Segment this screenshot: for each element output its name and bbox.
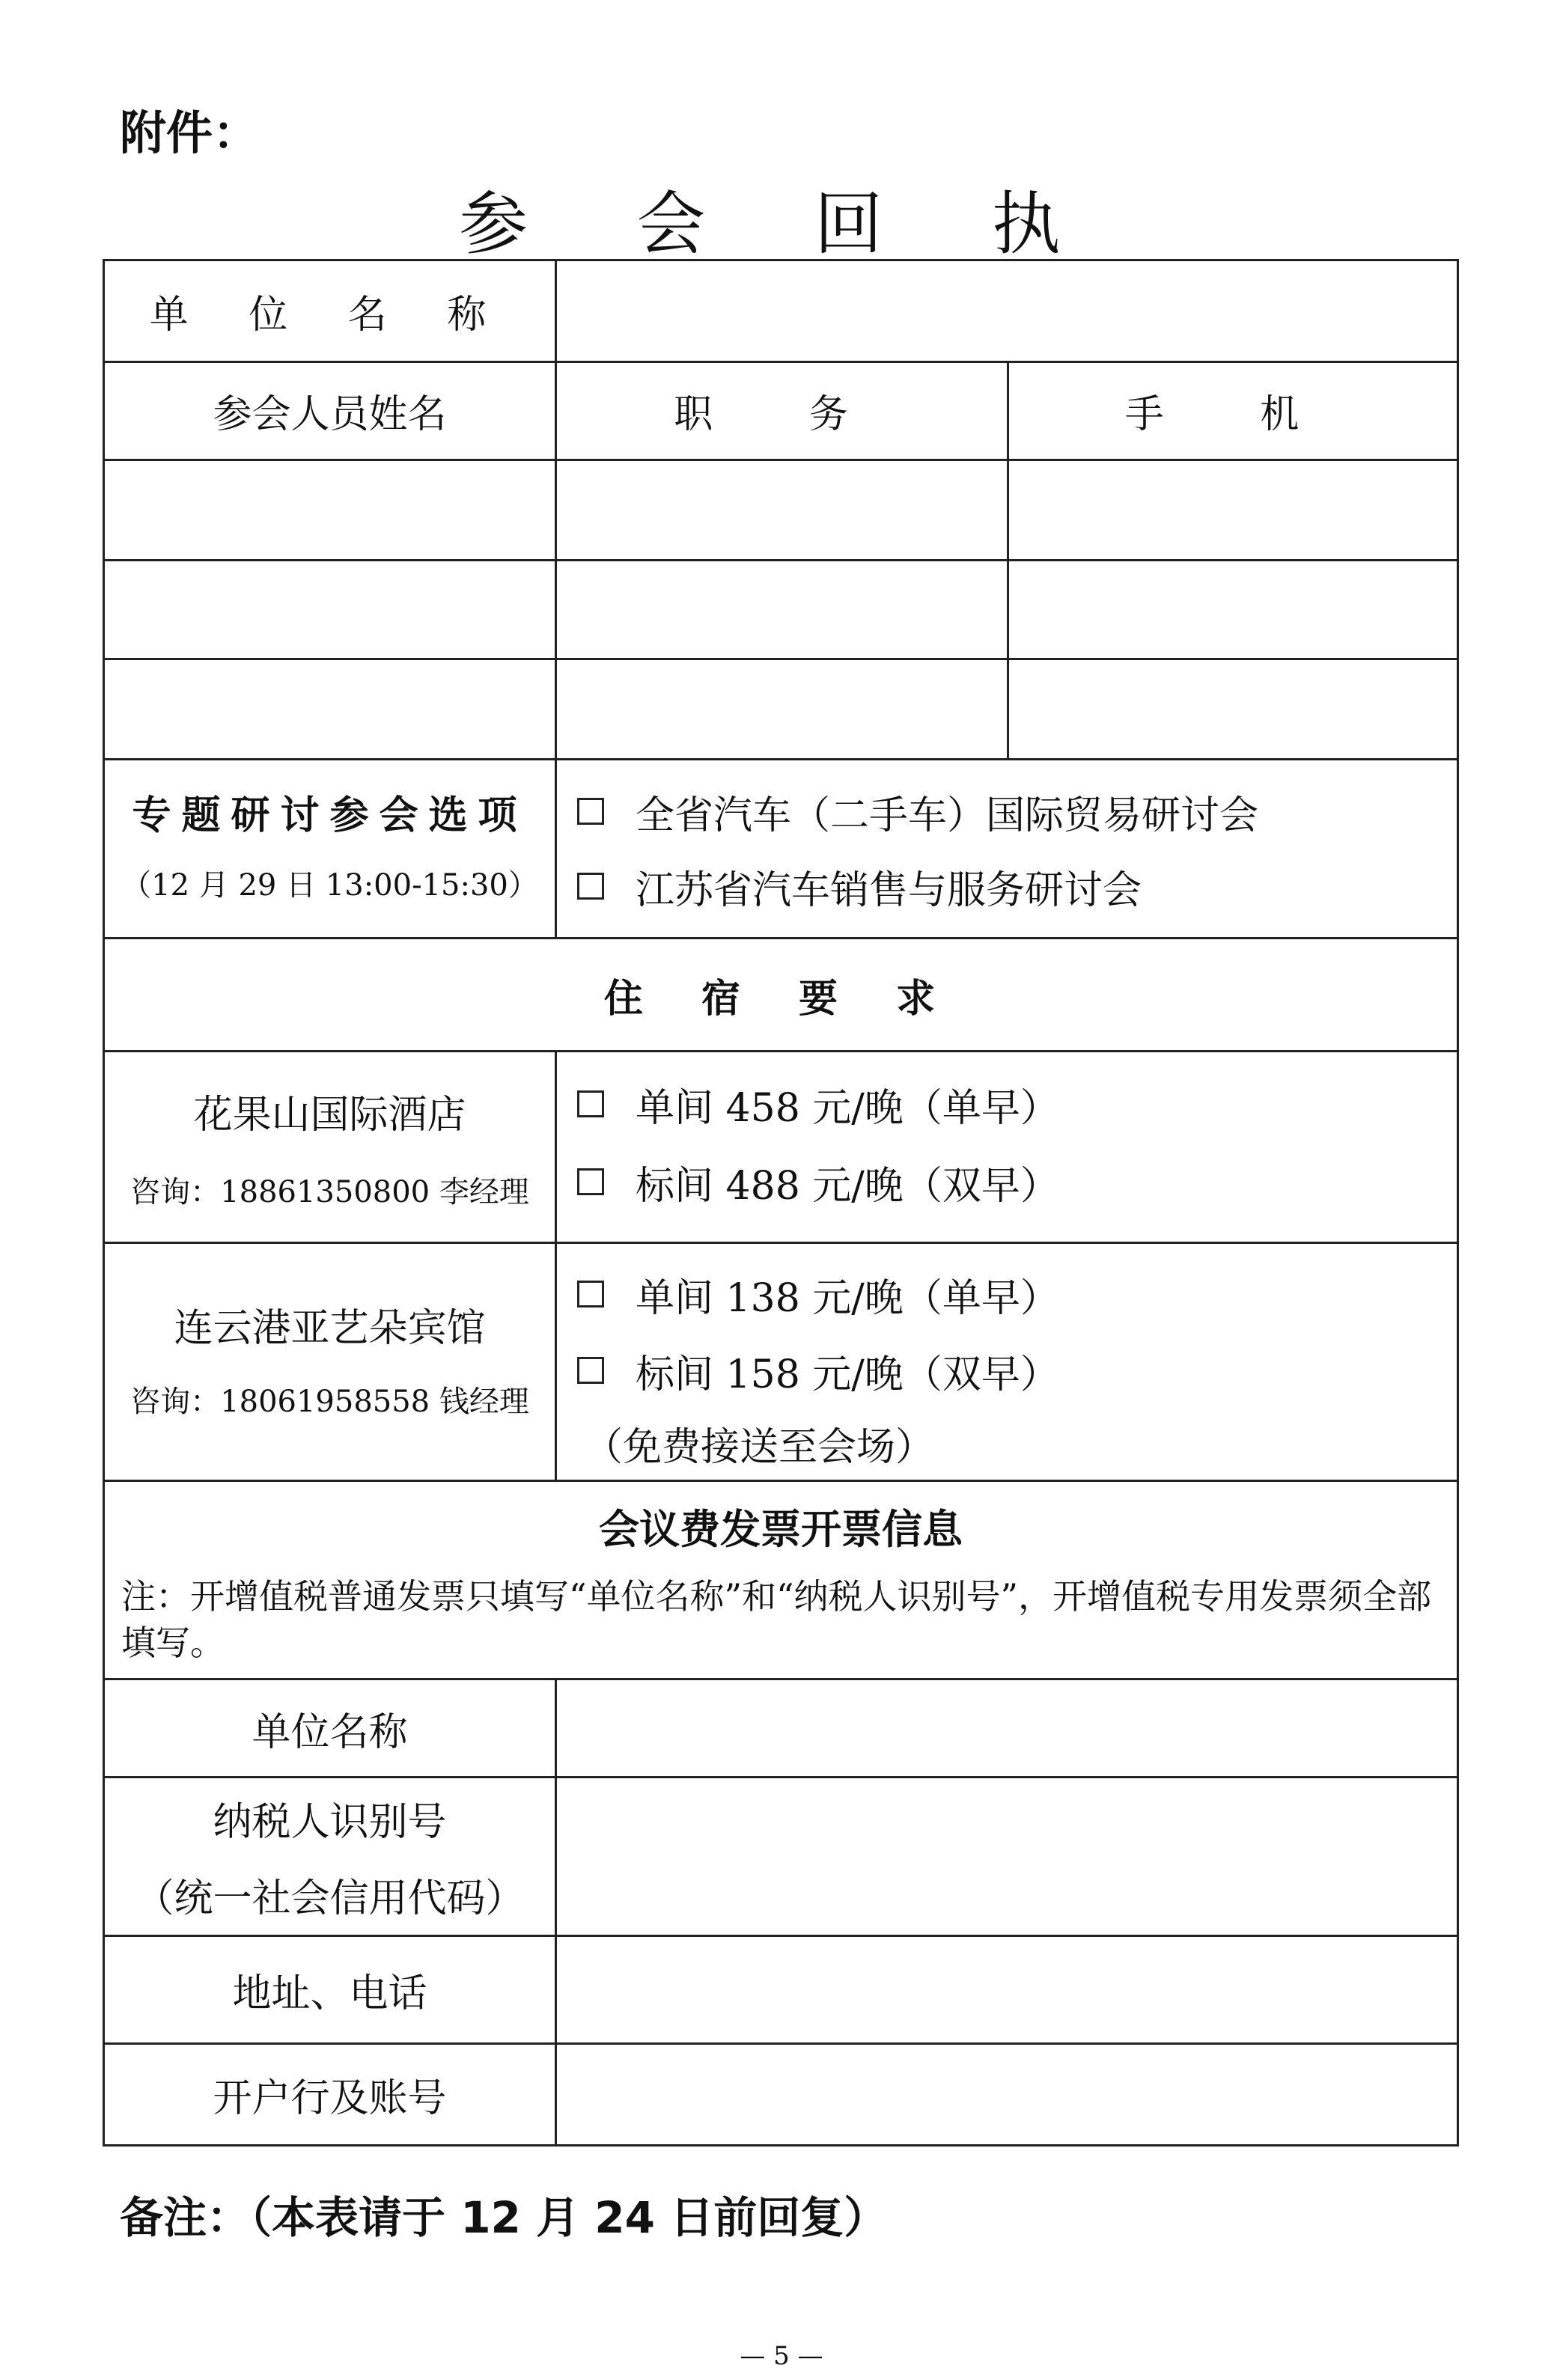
hotel-option-label: 标间 488 元/晚（双早） — [636, 1163, 1059, 1209]
hotel-option-2[interactable] — [577, 1144, 1059, 1219]
reply-form-table — [103, 259, 1459, 2146]
attendee-position-field[interactable] — [557, 561, 1007, 658]
seminar-option-1[interactable] — [577, 778, 1258, 845]
attendee-name-field[interactable] — [105, 561, 555, 658]
hotel-name: 花果山国际酒店 — [193, 1092, 466, 1138]
hotel-option-2[interactable] — [577, 1333, 1059, 1408]
invoice-header: 会议费发票开票信息 — [599, 1505, 963, 1553]
attendee-name-header: 参会人员姓名 — [213, 391, 447, 437]
accommodation-header: 住 宿 要 求 — [603, 976, 958, 1022]
seminar-time: （12 月 29 日 13:00-15:30） — [121, 867, 538, 903]
position-header: 职 务 — [674, 391, 890, 437]
seminar-label: 专题研讨参会选项 — [132, 793, 528, 838]
hotel-contact: 咨询：18061958558 钱经理 — [130, 1384, 529, 1419]
taxpayer-id-field[interactable] — [557, 1778, 1457, 1935]
hotel-option-1[interactable] — [577, 1257, 1059, 1331]
bank-account-label: 开户行及账号 — [213, 2076, 447, 2121]
attendee-phone-field[interactable] — [1009, 461, 1457, 559]
checkbox-icon[interactable] — [577, 1357, 604, 1384]
checkbox-icon[interactable] — [577, 1281, 604, 1308]
unit-name-label: 单 位 名 称 — [149, 293, 511, 338]
hotel-option-label: 单间 138 元/晚（单早） — [636, 1275, 1059, 1321]
checkbox-icon[interactable] — [577, 1090, 604, 1117]
taxpayer-id-label: 纳税人识别号 — [213, 1799, 447, 1845]
checkbox-icon[interactable] — [577, 1168, 604, 1195]
hotel-option-1[interactable] — [577, 1067, 1059, 1141]
page-number: — 5 — — [740, 2341, 823, 2371]
invoice-note: 注：开增值税普通发票只填写“单位名称”和“纳税人识别号”，开增值税专用发票须全部填写。 — [121, 1576, 1432, 1663]
invoice-unit-name-label: 单位名称 — [252, 1709, 408, 1755]
hotel-contact: 咨询：18861350800 李经理 — [130, 1174, 529, 1209]
checkbox-icon[interactable] — [577, 798, 604, 825]
hotel-note: （免费接送至会场） — [584, 1424, 935, 1470]
hotel-option-label: 单间 458 元/晚（单早） — [636, 1085, 1059, 1131]
phone-header: 手 机 — [1124, 391, 1341, 437]
unit-name-field[interactable] — [557, 261, 1457, 361]
hotel-option-label: 标间 158 元/晚（双早） — [636, 1352, 1059, 1397]
attendee-name-field[interactable] — [105, 461, 555, 559]
attendee-name-field[interactable] — [105, 660, 555, 758]
bank-account-field[interactable] — [557, 2045, 1457, 2144]
attendee-position-field[interactable] — [557, 461, 1007, 559]
taxpayer-id-sub: （统一社会信用代码） — [135, 1876, 525, 1921]
address-phone-field[interactable] — [557, 1937, 1457, 2042]
hotel-name: 连云港亚艺朵宾馆 — [174, 1305, 486, 1351]
attachment-label: 附件： — [120, 106, 260, 160]
address-phone-label: 地址、电话 — [232, 1971, 427, 2016]
checkbox-icon[interactable] — [577, 873, 604, 900]
page-title: 参 会 回 执 — [459, 184, 1104, 264]
seminar-option-2[interactable] — [577, 852, 1142, 920]
seminar-option-label: 全省汽车（二手车）国际贸易研讨会 — [636, 793, 1259, 838]
attendee-phone-field[interactable] — [1009, 561, 1457, 658]
invoice-unit-name-field[interactable] — [557, 1680, 1457, 1776]
attendee-position-field[interactable] — [557, 660, 1007, 758]
remark: 备注：（本表请于 12 月 24 日前回复） — [120, 2192, 888, 2243]
seminar-option-label: 江苏省汽车销售与服务研讨会 — [636, 867, 1142, 913]
attendee-phone-field[interactable] — [1009, 660, 1457, 758]
